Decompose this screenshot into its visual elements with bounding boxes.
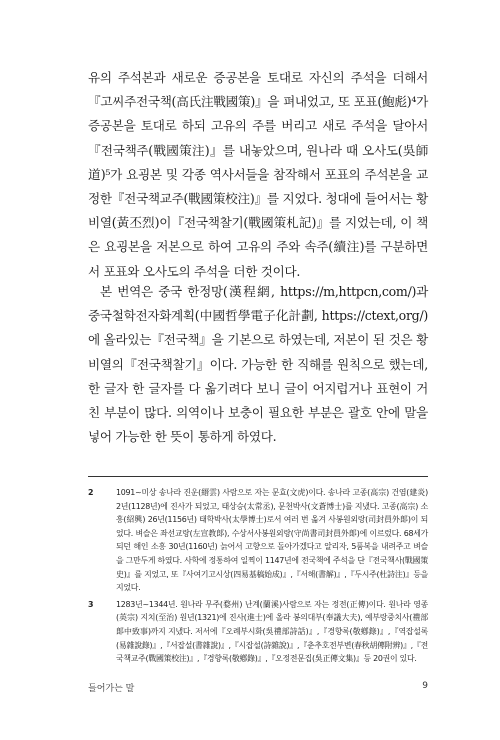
footnotes <box>88 486 428 669</box>
footnote-text: 1283년~1344년. 원나라 무주(婺州) 난계(蘭溪)사람으로 자는 정전(正傳)이다. 원나라 영종(英宗) 지치(至治) 원년(1321)에 진사(進士)에 올라 봉의대부(奉議大夫), 예부랑중치사(禮部郞中致事)까지 지냈다. 저서에『오례부시화(吳禮部詩話)』,『경향록(敬鄕錄)』,『역잡설록(易雜說錄)』,『서잡설(書雜說)』,『시잡설(詩雜說)』,『춘추호전부변(春秋胡傳附辨)』,『전국책교주(戰國策校注)』,『경향록(敬鄕錄)』,『오정전문집(吳正傳文集)』등 20권이 있다. <box>116 599 428 664</box>
footnote-number: 2 <box>88 488 94 497</box>
footnote-number: 3 <box>88 599 94 609</box>
footnote-divider <box>88 476 428 477</box>
page-number: 9 <box>422 681 428 691</box>
footnote-2 <box>88 486 428 595</box>
paragraph-text: 본 번역은 중국 한정망(漢程網, https://m,httpcn,com/)과 중국철학전자화계획(中國哲學電子化計劃, https://ctext,org/)에 올라있는『전국책』을 기본으로 하였는데, 저본이 된 것은 황비열의『전국책찰기』이다. 가능한 한 직해를 원칙으로 했는데, 한 글자 한 글자를 다 옮기려다 보니 글이 어지럽거나 표현이 거친 부분이 많다. 의역이나 보충이 필요한 부분은 괄호 안에 말을 넣어 가능한 한 뜻이 통하게 하였다. <box>88 284 428 445</box>
page-footer <box>88 681 428 694</box>
paragraph-text: 유의 주석본과 새로운 증공본을 토대로 자신의 주석을 더해서『고씨주전국책(高氏注戰國策)』을 펴내었고, 또 포표(鮑彪)⁴가 증공본을 토대로 하되 고유의 주를 버리고 새로 주석을 달아서『전국책주(戰國策注)』를 내놓았으며, 원나라 때 오사도(吳師道)⁵가 요굉본 및 각종 역사서들을 참작해서 포표의 주석본을 교정한『전국책교주(戰國策校注)』를 지었다. 청대에 들어서는 황비열(黃丕烈)이『전국책찰기(戰國策札記)』를 지었는데, 이 책은 요굉본을 저본으로 하여 고유의 주와 속주(續注)를 구분하면서 포표와 오사도의 주석을 더한 것이다. <box>88 70 428 279</box>
footnote-3 <box>88 598 428 666</box>
body-paragraph-1 <box>88 66 428 284</box>
body-paragraph-2 <box>88 280 428 449</box>
running-footer-section: 들어가는 말 <box>88 684 135 694</box>
footnote-text: 1091~미상 송나라 진운(縉雲) 사람으로 자는 문효(文虎)이다. 송나라 고종(高宗) 건염(建炎) 2년(1128년)에 진사가 되었고, 태상승(太常丞), 문천박사(文蒼博士)를 지냈다. 고종(高宗) 소흥(紹興) 26년(1156년) 태학박사(太學博士)로서 여러 번 옮겨 사봉원외랑(司封員外郞)이 되었다. 벼슬은 좌선교랑(左宣教郞), 수상서사봉원외랑(守尚書司封員外郞)에 이르렀다. 68세가 되던 해인 소흥 30년(1160년) 늙어서 고향으로 돌아가겠다고 알리자, 5품복을 내려주고 벼슬을 그만두게 하였다. 사학에 정통하여 일찍이 1147년에 전국책에 주석을 단『전국책사(戰國策史)』를 지었고, 또『사여기고시상(四易基稿始成)』,『서해(書解)』,『두시주(杜詩注)』등을 지었다. <box>116 488 428 593</box>
